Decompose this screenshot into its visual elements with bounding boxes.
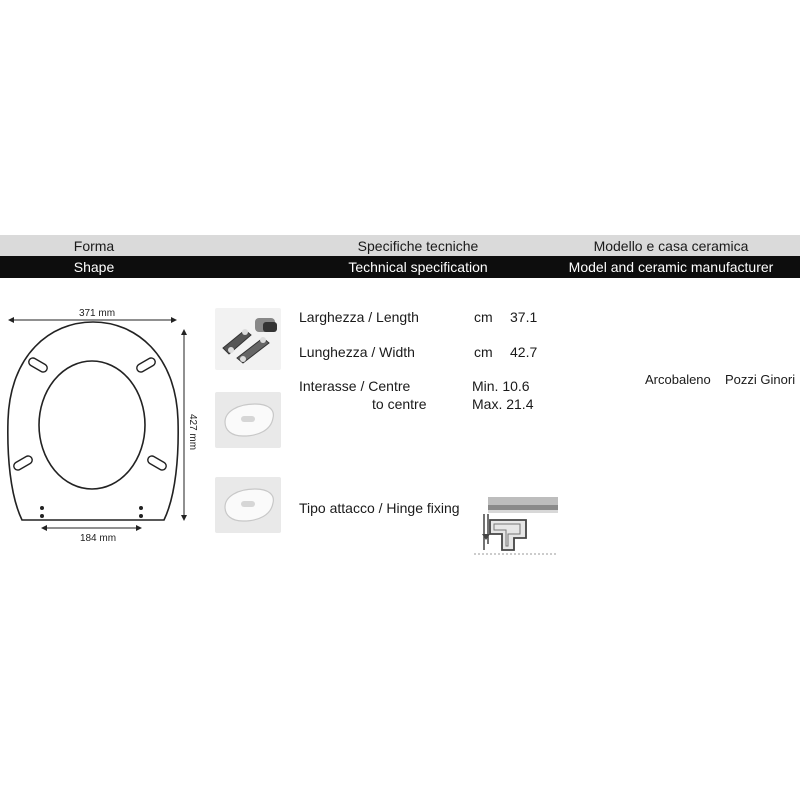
- spec-centre-max: Max. 21.4: [472, 396, 534, 412]
- buffer-slot-top-left: [27, 357, 48, 374]
- header-technical: Technical specification: [348, 259, 488, 275]
- seat-shape-drawing: [0, 300, 200, 550]
- header-model: Model and ceramic manufacturer: [568, 259, 774, 275]
- hinge-fixing-diagram: [470, 494, 560, 564]
- spec-centre-label: Interasse / Centre: [299, 378, 411, 394]
- seat-outline: [8, 322, 178, 520]
- rubber-buffer-photo-2: [215, 477, 281, 533]
- seat-opening: [39, 361, 145, 489]
- spec-width-value: 42.7: [510, 344, 538, 360]
- header-italian-row: [0, 235, 800, 256]
- buffer-slot-bottom-right: [146, 455, 167, 472]
- buffer-slot-top-right: [135, 357, 156, 374]
- spec-width-unit: cm: [474, 344, 493, 360]
- manufacturer-name: Pozzi Ginori: [725, 372, 796, 387]
- spec-hinge-label: Tipo attacco / Hinge fixing: [299, 500, 460, 516]
- hinge-hole-right-2: [139, 514, 143, 518]
- hinge-hole-right: [139, 506, 143, 510]
- header-specifiche: Specifiche tecniche: [357, 237, 479, 254]
- header-english-row: [0, 256, 800, 278]
- width-dimension-label: 371 mm: [78, 308, 116, 319]
- height-dimension-label: 427 mm: [187, 413, 198, 451]
- hinge-hole-left-2: [40, 514, 44, 518]
- hinge-hardware-photo: [215, 308, 281, 370]
- header-forma: Forma: [73, 237, 115, 254]
- spec-centre-label-2: to centre: [372, 396, 427, 412]
- header-shape: Shape: [73, 259, 115, 275]
- spec-width-label: Lunghezza / Width: [299, 344, 415, 360]
- hinge-hole-left: [40, 506, 44, 510]
- buffer-slot-bottom-left: [12, 455, 33, 472]
- spec-length-label: Larghezza / Length: [299, 309, 419, 325]
- model-name: Arcobaleno: [645, 372, 711, 387]
- spec-centre-min: Min. 10.6: [472, 378, 530, 394]
- header-modello: Modello e casa ceramica: [593, 237, 749, 254]
- spec-length-value: 37.1: [510, 309, 538, 325]
- hinge-dimension-label: 184 mm: [79, 533, 117, 544]
- spec-length-unit: cm: [474, 309, 493, 325]
- rubber-buffer-photo: [215, 392, 281, 448]
